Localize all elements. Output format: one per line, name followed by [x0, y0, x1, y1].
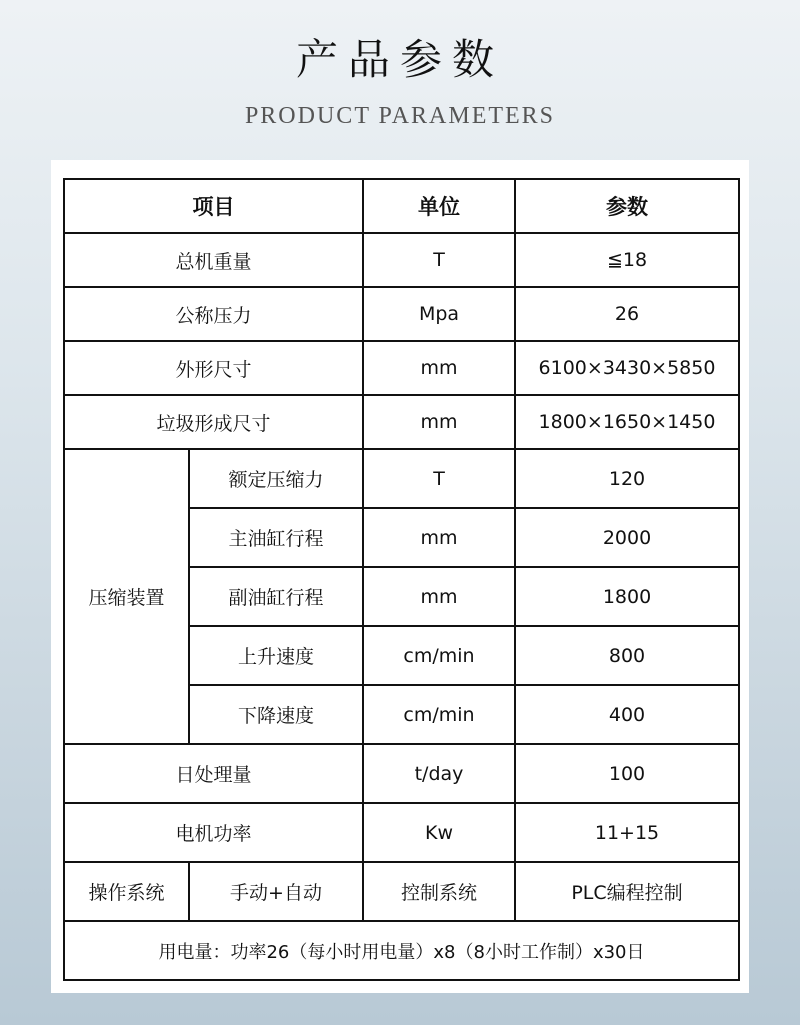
- control-system-label: 控制系统: [363, 862, 515, 921]
- row-item: 外形尺寸: [64, 341, 363, 395]
- row-unit: mm: [363, 508, 515, 567]
- row-value: ≦18: [515, 233, 739, 287]
- row-item: 总机重量: [64, 233, 363, 287]
- compression-group-label: 压缩装置: [64, 449, 189, 744]
- row-unit: mm: [363, 395, 515, 449]
- table-row: [64, 395, 739, 449]
- table-row: [64, 287, 739, 341]
- row-unit: Mpa: [363, 287, 515, 341]
- row-item: 副油缸行程: [189, 567, 363, 626]
- page-subtitle: PRODUCT PARAMETERS: [244, 103, 556, 129]
- footnote-row: [64, 921, 739, 980]
- header-unit: 单位: [363, 179, 515, 233]
- row-unit: cm/min: [363, 685, 515, 744]
- table-row: [64, 341, 739, 395]
- row-value: 26: [515, 287, 739, 341]
- row-item: 日处理量: [64, 744, 363, 803]
- header-item: 项目: [64, 179, 363, 233]
- table-row: [64, 449, 739, 508]
- row-unit: T: [363, 449, 515, 508]
- row-unit: T: [363, 233, 515, 287]
- table-header-row: [64, 179, 739, 233]
- header-value: 参数: [515, 179, 739, 233]
- parameters-table: [63, 178, 740, 981]
- row-unit: mm: [363, 567, 515, 626]
- row-item: 上升速度: [189, 626, 363, 685]
- row-unit: t/day: [363, 744, 515, 803]
- table-row: [64, 744, 739, 803]
- row-value: 400: [515, 685, 739, 744]
- table-row: [64, 803, 739, 862]
- row-unit: mm: [363, 341, 515, 395]
- row-value: 6100×3430×5850: [515, 341, 739, 395]
- row-value: 2000: [515, 508, 739, 567]
- row-item: 额定压缩力: [189, 449, 363, 508]
- row-item: 垃圾形成尺寸: [64, 395, 363, 449]
- table-row: [64, 233, 739, 287]
- operation-mode: 手动+自动: [189, 862, 363, 921]
- row-item: 电机功率: [64, 803, 363, 862]
- operation-row: [64, 862, 739, 921]
- row-value: 100: [515, 744, 739, 803]
- row-item: 主油缸行程: [189, 508, 363, 567]
- row-unit: cm/min: [363, 626, 515, 685]
- row-item: 公称压力: [64, 287, 363, 341]
- page-title: 产品参数: [295, 35, 504, 84]
- row-value: 1800×1650×1450: [515, 395, 739, 449]
- row-value: 120: [515, 449, 739, 508]
- row-value: 1800: [515, 567, 739, 626]
- power-consumption-note: 用电量：功率26（每小时用电量）x8（8小时工作制）x30日: [64, 921, 739, 980]
- row-value: 800: [515, 626, 739, 685]
- control-system-value: PLC编程控制: [515, 862, 739, 921]
- row-item: 下降速度: [189, 685, 363, 744]
- operation-system-label: 操作系统: [64, 862, 189, 921]
- row-value: 11+15: [515, 803, 739, 862]
- row-unit: Kw: [363, 803, 515, 862]
